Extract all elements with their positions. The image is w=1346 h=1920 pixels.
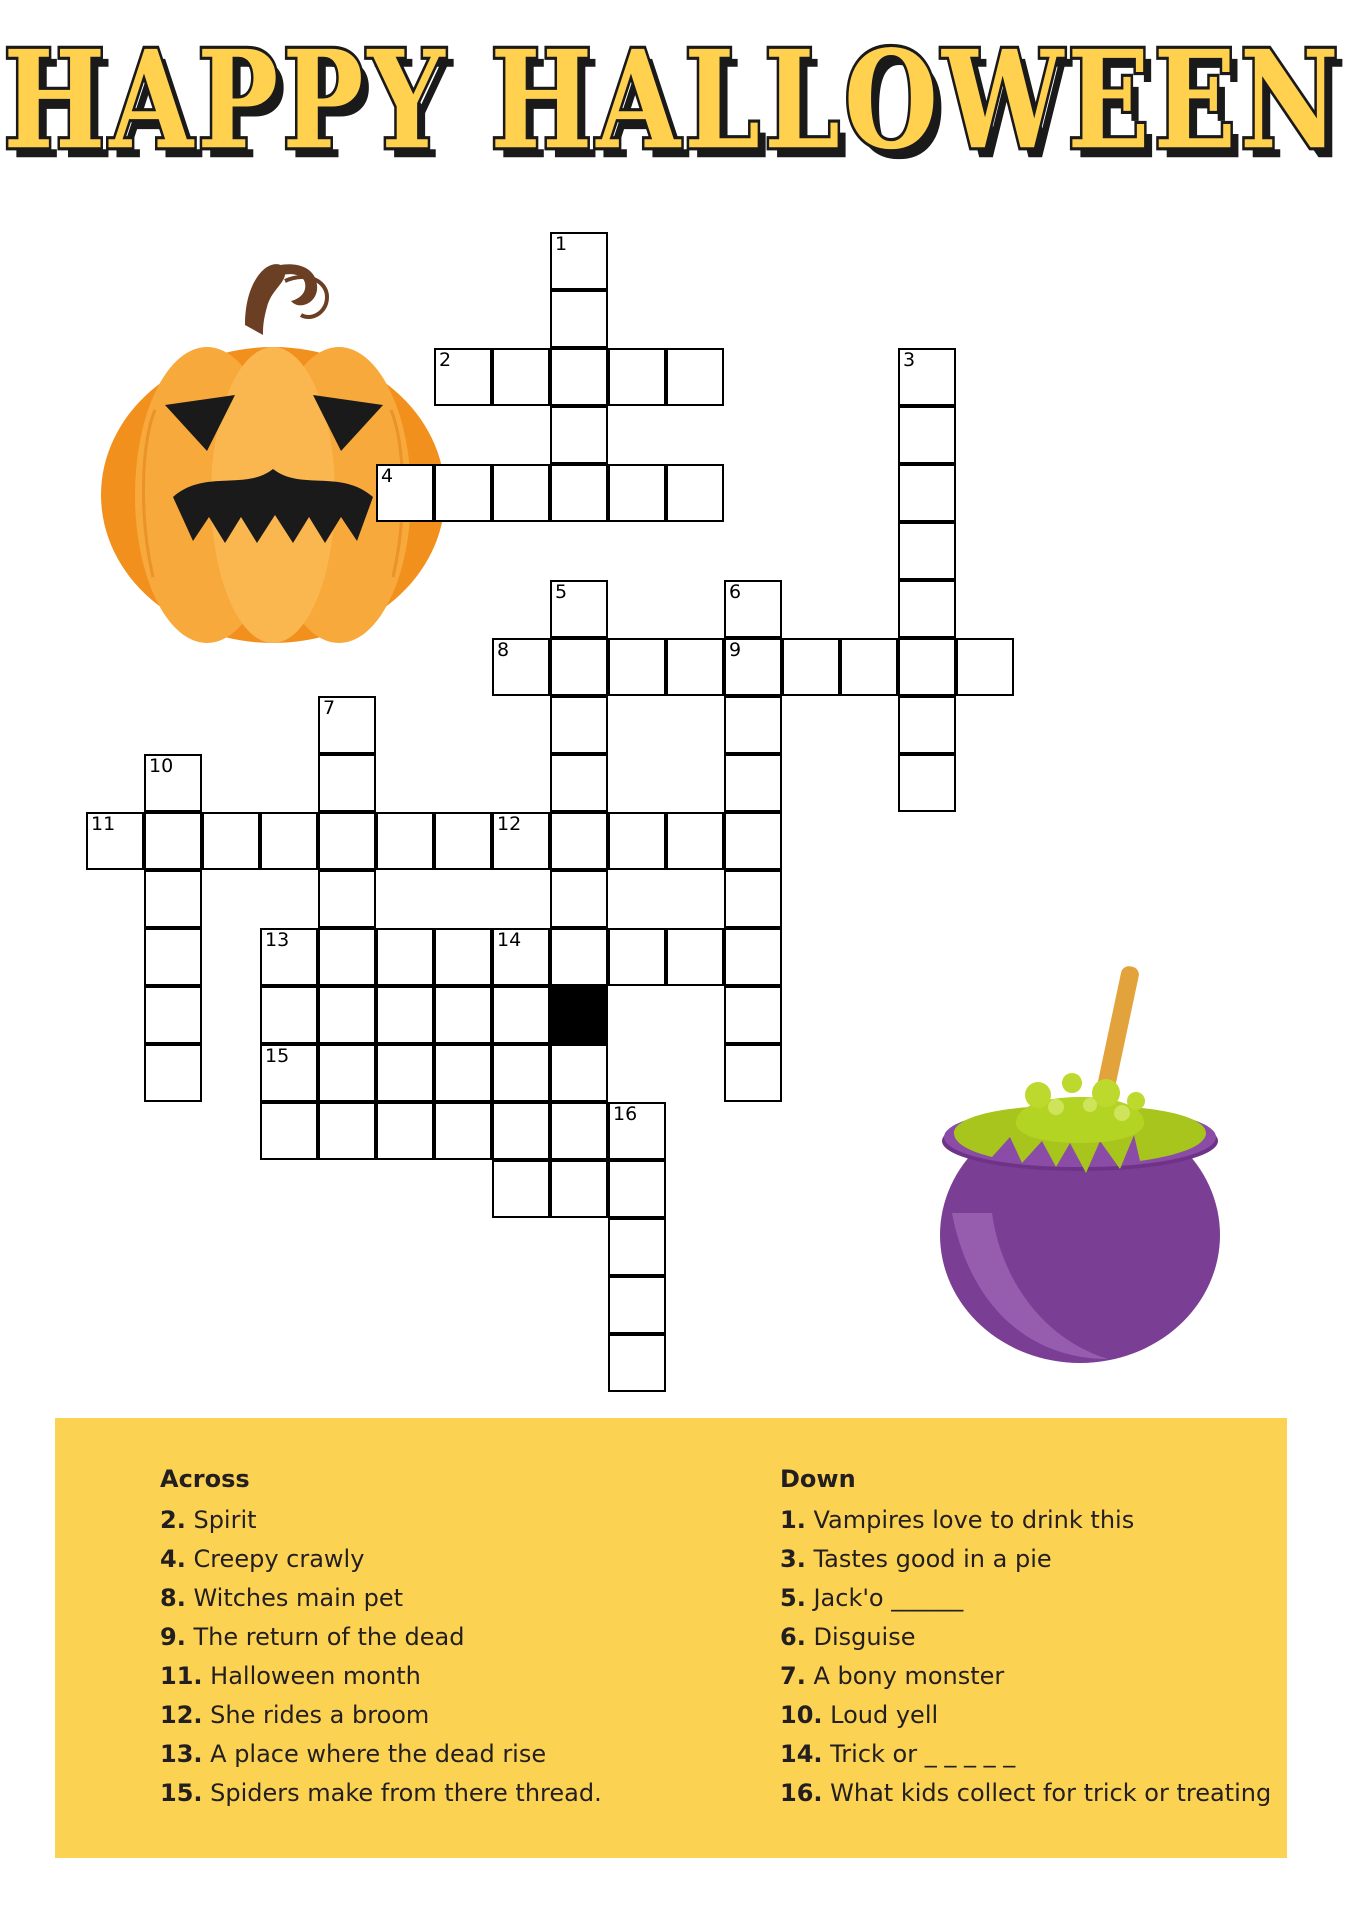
crossword-cell[interactable] (202, 812, 260, 870)
crossword-cell[interactable] (550, 464, 608, 522)
crossword-cell[interactable] (608, 1276, 666, 1334)
crossword-cell[interactable] (434, 348, 492, 406)
clue-panel (55, 1418, 1287, 1858)
crossword-cell[interactable] (144, 870, 202, 928)
crossword-cell[interactable] (898, 696, 956, 754)
down-clue-item (780, 1657, 1271, 1696)
crossword-cell-number: 8 (497, 639, 510, 661)
crossword-cell[interactable] (898, 464, 956, 522)
crossword-cell[interactable] (260, 1044, 318, 1102)
crossword-cell[interactable] (550, 754, 608, 812)
crossword-cell[interactable] (608, 1102, 666, 1160)
across-heading: Across (160, 1465, 250, 1493)
crossword-cell[interactable] (434, 464, 492, 522)
crossword-cell[interactable] (492, 638, 550, 696)
crossword-cell[interactable] (376, 1044, 434, 1102)
crossword-cell-number: 7 (323, 697, 336, 719)
crossword-cell[interactable] (724, 638, 782, 696)
across-clue-text: Witches main pet (185, 1584, 404, 1612)
down-clue-text: Trick or _ _ _ _ _ (822, 1740, 1016, 1768)
crossword-cell[interactable] (550, 696, 608, 754)
crossword-cell[interactable] (550, 812, 608, 870)
crossword-cell[interactable] (434, 986, 492, 1044)
crossword-cell[interactable] (376, 986, 434, 1044)
down-clue-number: 14. (780, 1740, 823, 1768)
down-clue-item (780, 1696, 1271, 1735)
down-clue-text: Loud yell (822, 1701, 939, 1729)
crossword-cell[interactable] (318, 812, 376, 870)
crossword-cell[interactable] (724, 928, 782, 986)
crossword-cell[interactable] (550, 406, 608, 464)
crossword-cell[interactable] (144, 1044, 202, 1102)
down-clue-number: 6. (780, 1623, 806, 1651)
down-clue-item (780, 1540, 1271, 1579)
page-title (0, 22, 1346, 206)
across-clue-item (160, 1696, 602, 1735)
across-clue-text: She rides a broom (202, 1701, 430, 1729)
crossword-cell-number: 3 (903, 349, 916, 371)
crossword-cell[interactable] (260, 986, 318, 1044)
across-clue-number: 4. (160, 1545, 186, 1573)
crossword-cell[interactable] (318, 928, 376, 986)
crossword-cell[interactable] (550, 1102, 608, 1160)
crossword-cell[interactable] (492, 464, 550, 522)
down-clue-text: Tastes good in a pie (805, 1545, 1052, 1573)
down-clues (780, 1460, 1271, 1813)
crossword-cell[interactable] (492, 1102, 550, 1160)
crossword-cell-number: 2 (439, 349, 452, 371)
crossword-cell[interactable] (550, 290, 608, 348)
crossword-cell[interactable] (492, 812, 550, 870)
crossword-cell[interactable] (724, 870, 782, 928)
crossword-cell[interactable] (608, 1160, 666, 1218)
crossword-cell[interactable] (608, 812, 666, 870)
down-clue-item (780, 1579, 1271, 1618)
across-clue-number: 15. (160, 1779, 203, 1807)
crossword-cell[interactable] (492, 986, 550, 1044)
crossword-cell-number: 16 (613, 1103, 638, 1125)
crossword-cell[interactable] (260, 928, 318, 986)
crossword-cell[interactable] (724, 986, 782, 1044)
crossword-cell[interactable] (376, 1102, 434, 1160)
crossword-cell-number: 6 (729, 581, 742, 603)
crossword-cell[interactable] (550, 348, 608, 406)
crossword-cell[interactable] (724, 754, 782, 812)
crossword-cell[interactable] (318, 1044, 376, 1102)
crossword-cell[interactable] (492, 928, 550, 986)
down-clue-number: 10. (780, 1701, 823, 1729)
crossword-cell[interactable] (608, 638, 666, 696)
crossword-cell[interactable] (898, 580, 956, 638)
crossword-cell-number: 14 (497, 929, 522, 951)
crossword-cell[interactable] (434, 928, 492, 986)
crossword-cell[interactable] (666, 464, 724, 522)
crossword-cell-number: 11 (91, 813, 116, 835)
crossword-cell[interactable] (492, 1044, 550, 1102)
down-clue-item (780, 1774, 1271, 1813)
crossword-cell[interactable] (376, 464, 434, 522)
crossword-cell[interactable] (724, 1044, 782, 1102)
crossword-cell[interactable] (144, 754, 202, 812)
crossword-cell[interactable] (724, 580, 782, 638)
crossword-cell[interactable] (376, 928, 434, 986)
crossword-cell[interactable] (434, 812, 492, 870)
across-clue-item (160, 1540, 602, 1579)
crossword-cell[interactable] (550, 232, 608, 290)
crossword-cell[interactable] (434, 1044, 492, 1102)
crossword-cell[interactable] (666, 928, 724, 986)
down-clue-item (780, 1618, 1271, 1657)
across-clues (160, 1460, 602, 1813)
crossword-cell[interactable] (782, 638, 840, 696)
down-clue-text: Vampires love to drink this (805, 1506, 1135, 1534)
crossword-cell[interactable] (898, 406, 956, 464)
crossword-cell[interactable] (260, 812, 318, 870)
across-clue-text: Spiders make from there thread. (202, 1779, 602, 1807)
crossword-cell-number: 4 (381, 465, 394, 487)
down-clue-item (780, 1735, 1271, 1774)
crossword-cell[interactable] (898, 348, 956, 406)
crossword-cell[interactable] (608, 1334, 666, 1392)
crossword-cell[interactable] (840, 638, 898, 696)
crossword-cell[interactable] (550, 1044, 608, 1102)
down-clue-number: 7. (780, 1662, 806, 1690)
jack-o-lantern-icon (95, 255, 450, 655)
across-clue-number: 8. (160, 1584, 186, 1612)
down-clue-number: 16. (780, 1779, 823, 1807)
crossword-cell[interactable] (550, 580, 608, 638)
page-title-text: HAPPY HALLOWEEN (3, 22, 1343, 180)
across-clue-item (160, 1657, 602, 1696)
crossword-cell[interactable] (144, 928, 202, 986)
crossword-cell[interactable] (956, 638, 1014, 696)
crossword-cell[interactable] (318, 870, 376, 928)
crossword-cell[interactable] (550, 638, 608, 696)
across-clue-text: The return of the dead (185, 1623, 465, 1651)
crossword-cell-blocked (550, 986, 608, 1044)
across-clue-text: Creepy crawly (185, 1545, 365, 1573)
crossword-cell[interactable] (898, 754, 956, 812)
crossword-cell-number: 13 (265, 929, 290, 951)
down-clue-text: Disguise (805, 1623, 916, 1651)
crossword-cell[interactable] (550, 1160, 608, 1218)
across-clue-number: 9. (160, 1623, 186, 1651)
crossword-cell[interactable] (898, 638, 956, 696)
crossword-cell[interactable] (376, 812, 434, 870)
down-heading: Down (780, 1465, 856, 1493)
crossword-cell[interactable] (724, 812, 782, 870)
crossword-cell[interactable] (318, 696, 376, 754)
cauldron-icon (930, 955, 1230, 1375)
across-clue-item (160, 1579, 602, 1618)
down-clue-text: Jack'o ______ (805, 1584, 964, 1612)
down-clue-item (780, 1501, 1271, 1540)
crossword-cell[interactable] (318, 986, 376, 1044)
crossword-cell[interactable] (608, 928, 666, 986)
across-clue-text: A place where the dead rise (202, 1740, 547, 1768)
crossword-cell[interactable] (550, 870, 608, 928)
crossword-cell[interactable] (724, 696, 782, 754)
crossword-cell[interactable] (666, 348, 724, 406)
crossword-cell[interactable] (144, 812, 202, 870)
across-clue-number: 11. (160, 1662, 203, 1690)
crossword-cell-number: 15 (265, 1045, 290, 1067)
down-clue-text: What kids collect for trick or treating (822, 1779, 1272, 1807)
crossword-cell[interactable] (608, 348, 666, 406)
across-clue-number: 2. (160, 1506, 186, 1534)
across-clue-number: 13. (160, 1740, 203, 1768)
across-clue-item (160, 1618, 602, 1657)
crossword-cell[interactable] (666, 638, 724, 696)
crossword-cell[interactable] (260, 1102, 318, 1160)
across-clue-item (160, 1774, 602, 1813)
across-clue-text: Halloween month (202, 1662, 421, 1690)
across-clue-item (160, 1501, 602, 1540)
crossword-cell[interactable] (318, 1102, 376, 1160)
crossword-cell[interactable] (666, 812, 724, 870)
crossword-cell[interactable] (318, 754, 376, 812)
crossword-cell[interactable] (86, 812, 144, 870)
crossword-cell[interactable] (608, 1218, 666, 1276)
crossword-cell[interactable] (898, 522, 956, 580)
across-clue-number: 12. (160, 1701, 203, 1729)
crossword-cell[interactable] (492, 1160, 550, 1218)
crossword-cell[interactable] (492, 348, 550, 406)
down-clue-text: A bony monster (805, 1662, 1005, 1690)
crossword-cell-number: 1 (555, 233, 568, 255)
down-clue-number: 3. (780, 1545, 806, 1573)
crossword-cell-number: 9 (729, 639, 742, 661)
down-clue-number: 5. (780, 1584, 806, 1612)
crossword-cell[interactable] (550, 928, 608, 986)
crossword-cell-number: 5 (555, 581, 568, 603)
down-clue-number: 1. (780, 1506, 806, 1534)
crossword-cell[interactable] (608, 464, 666, 522)
crossword-cell-number: 10 (149, 755, 174, 777)
crossword-cell[interactable] (144, 986, 202, 1044)
crossword-cell[interactable] (434, 1102, 492, 1160)
across-clue-text: Spirit (185, 1506, 257, 1534)
across-clue-item (160, 1735, 602, 1774)
crossword-cell-number: 12 (497, 813, 522, 835)
